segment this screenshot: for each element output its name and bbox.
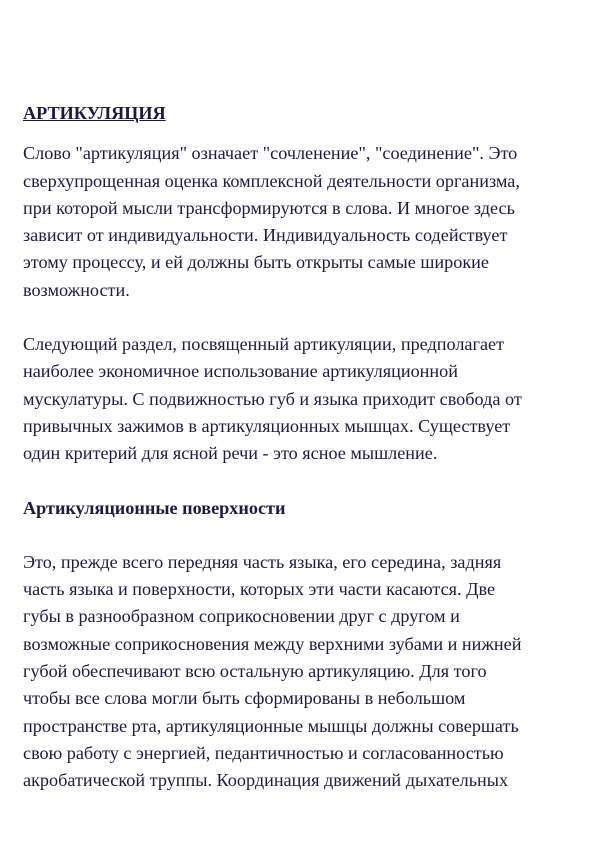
paragraph-line: Это, прежде всего передняя часть языка, его середина, задняя [23,551,502,572]
paragraph-line: губы в разнообразном соприкосновении друг с другом и [23,606,460,627]
section-subheading: Артикуляционные поверхности [23,497,286,518]
paragraph-line: этому процессу, и ей должны быть открыты самые широкие [23,252,489,273]
paragraph-line: при которой мысли трансформируются в слова. И многое здесь [23,197,515,218]
paragraph-line: привычных зажимов в артикуляционных мышцах. Существует [23,415,511,436]
paragraph-1 [23,140,571,304]
paragraph-line: возможности. [23,279,130,300]
document-title: АРТИКУЛЯЦИЯ [23,103,166,123]
paragraph-line: возможные соприкосновения между верхними зубами и нижней [23,633,522,654]
paragraph-line: акробатической труппы. Координация движений дыхательных [23,770,509,791]
paragraph-line: зависит от индивидуальности. Индивидуальность содействует [23,225,508,246]
paragraph-line: Следующий раздел, посвященный артикуляции, предполагает [23,334,505,355]
paragraph-line: пространстве рта, артикуляционные мышцы должны совершать [23,715,519,736]
paragraph-line: свою работу с энергией, педантичностью и согласованностью [23,742,504,763]
paragraph-line: мускулатуры. С подвижностью губ и языка приходит свобода от [23,388,522,409]
paragraph-line: Слово "артикуляция" означает "сочленение", "соединение". Это [23,143,518,164]
paragraph-line: сверхупрощенная оценка комплексной деятельности организма, [23,170,520,191]
paragraph-3 [23,549,571,795]
paragraph-line: чтобы все слова могли быть сформированы в небольшом [23,688,466,709]
paragraph-line: часть языка и поверхности, которых эти части касаются. Две [23,579,496,600]
document-page [23,100,571,795]
paragraph-line: губой обеспечивают всю остальную артикуляцию. Для того [23,661,487,682]
paragraph-line: один критерий для ясной речи - это ясное мышление. [23,443,438,464]
paragraph-line: наиболее экономичное использование артикуляционной [23,361,458,382]
paragraph-2 [23,331,571,467]
